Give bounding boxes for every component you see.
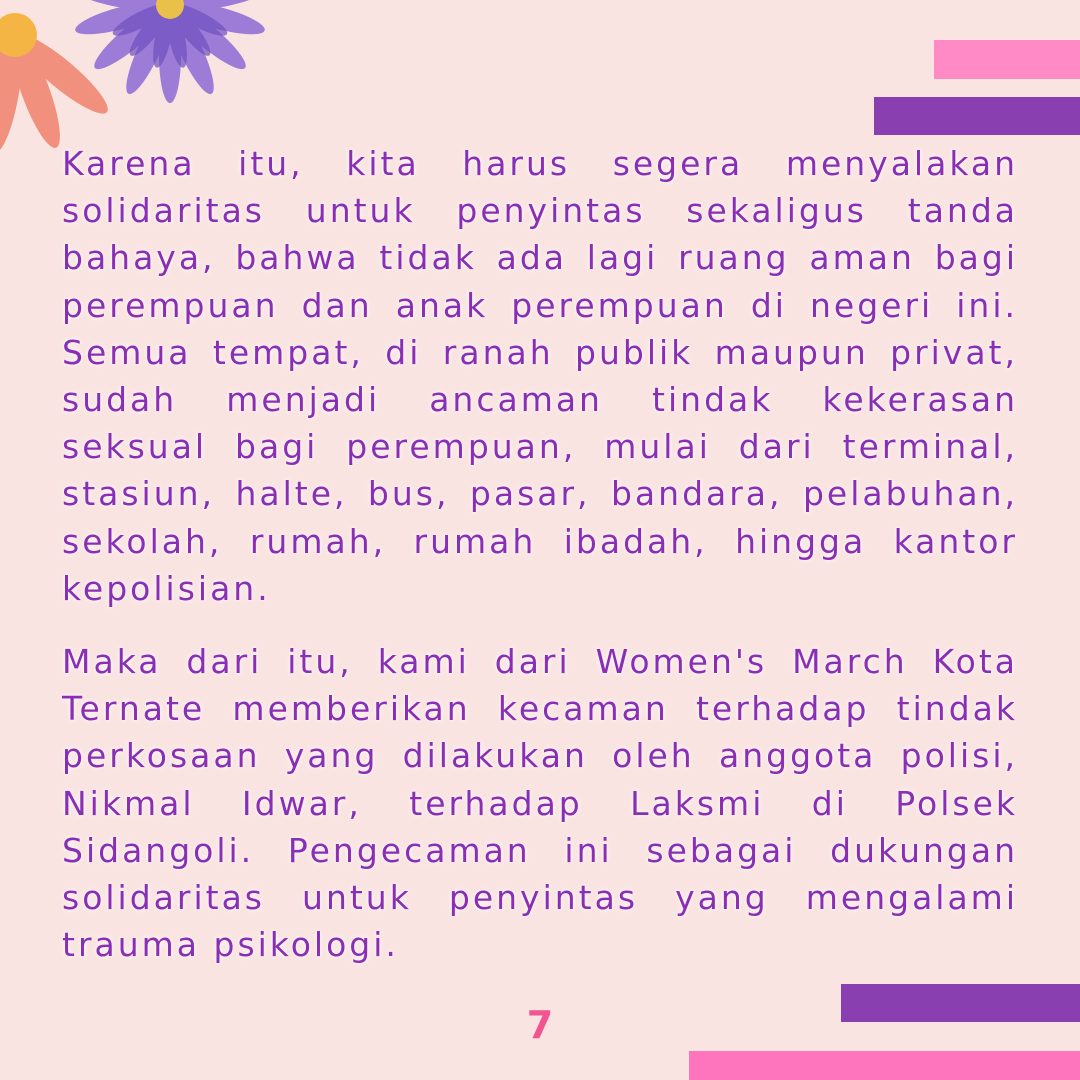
decorative-bar-pink-top [934, 40, 1080, 79]
decorative-bar-purple-top [874, 97, 1080, 135]
decorative-bar-pink-bottom [689, 1051, 1080, 1080]
body-paragraph-1: Karena itu, kita harus segera menyalakan solidaritas untuk penyintas sekaligus tanda bahaya, bahwa tidak ada lagi ruang aman bagi perempuan dan anak perempuan di negeri ini. Semua tempat, di ranah publik maupun privat, sudah menjadi ancaman tindak kekerasan seksual bagi perempuan, mulai dari terminal, stasiun, halte, bus, pasar, bandara, pelabuhan, sekolah, rumah, rumah ibadah, hingga kantor kepolisian. [62, 144, 1018, 608]
body-paragraph-2: Maka dari itu, kami dari Women's March Kota Ternate memberikan kecaman terhadap tindak perkosaan yang dilakukan oleh anggota polisi, Nikmal Idwar, terhadap Laksmi di Polsek Sidangoli. Pengecaman ini sebagai dukungan solidaritas untuk penyintas yang mengalami trauma psikologi. [62, 642, 1018, 965]
page-number: 7 [526, 1003, 554, 1047]
